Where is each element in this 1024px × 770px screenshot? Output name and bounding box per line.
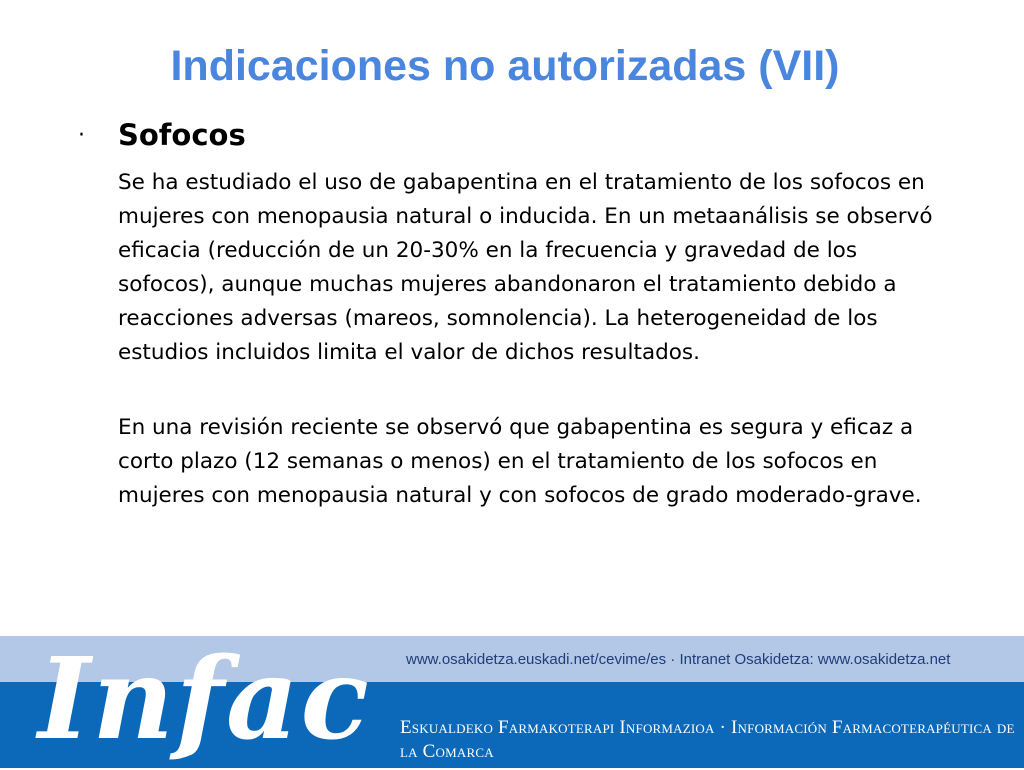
slide-title: Indicaciones no autorizadas (VII) (170, 42, 840, 90)
body-paragraph-2: En una revisión reciente se observó que gabapentina es segura y eficaz a corto plazo (12 semanas o menos) en el tratamiento de los sofocos en mujeres con menopausia natural y con sofocos de grado moderado-grave. (118, 415, 922, 508)
footer-links: www.osakidetza.euskadi.net/cevime/es · Intranet Osakidetza: www.osakidetza.net (406, 651, 951, 668)
body-paragraph-1: Se ha estudiado el uso de gabapentina en el tratamiento de los sofocos en mujeres con menopausia natural o inducida. En un metaanálisis se observó eficacia (reducción de un 20-30% en la frecuencia y gravedad de los sofocos), aunque muchas mujeres abandonaron el tratamiento debido a reacciones adversas (mareos, somnolencia). La heterogeneidad de los estudios incluidos limita el valor de dichos resultados. (118, 170, 933, 365)
footer-banner (0, 636, 1024, 768)
bullet-marker: · (78, 123, 85, 148)
infac-logo: Infac (38, 634, 371, 765)
bullet-heading: Sofocos (118, 118, 246, 152)
footer-tagline: Eskualdeko Farmakoterapi Informazioa · Información Farmacoterapéutica de la Comarca (400, 717, 1015, 762)
